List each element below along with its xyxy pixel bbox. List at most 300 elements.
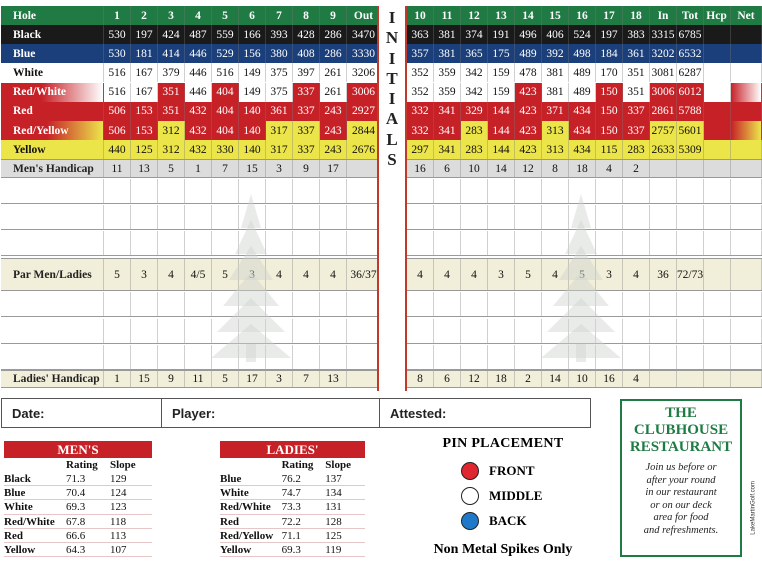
yardage-cell: 150 [596,83,623,102]
score-entry-cell[interactable] [623,292,650,316]
score-entry-cell[interactable] [266,345,293,369]
yardage-cell: 365 [461,44,488,63]
yardage-cell: 375 [266,63,293,82]
yardage-cell: 156 [239,44,266,63]
score-entry-cell[interactable] [131,231,158,255]
score-entry-cell[interactable] [212,179,239,203]
score-entry-cell[interactable] [461,345,488,369]
score-entry-cell[interactable] [596,205,623,229]
hole-number: 9 [320,6,347,25]
clubhouse-blurb-line: Join us before or [645,462,717,473]
score-entry-cell[interactable] [515,179,542,203]
yardage-cell: 423 [515,83,542,102]
score-entry-cell[interactable] [515,345,542,369]
score-entry-cell[interactable] [212,345,239,369]
rating-row [4,515,152,529]
yardage-cell: 2927 [347,102,381,121]
mens-handicap-row-value: 4 [596,160,623,177]
score-entry-cell[interactable] [569,292,596,316]
score-entry-cell[interactable] [488,319,515,343]
score-entry-cell[interactable] [515,319,542,343]
rating-row [4,472,152,486]
mens-handicap-row-value: 12 [515,160,542,177]
clubhouse-blurb-line: or on our deck [650,499,712,511]
hcp-cell[interactable] [703,179,731,203]
yardage-cell: 313 [542,140,569,159]
score-entry-cell[interactable] [488,345,515,369]
par-row-label: Par Men/Ladies [1,259,104,290]
yardage-cell: 3006 [347,83,381,102]
slope-value: 107 [110,543,127,556]
yardage-cell: 361 [623,44,650,63]
tee-name: Black [1,25,104,44]
score-entry-cell[interactable] [542,319,569,343]
hcp-cell[interactable] [703,292,731,316]
score-entry-cell[interactable] [650,292,677,316]
player-name-cell[interactable] [1,205,104,229]
score-entry-cell[interactable] [239,205,266,229]
score-entry-cell[interactable] [434,205,461,229]
score-entry-cell[interactable] [407,319,434,343]
rating-value: 74.7 [281,487,301,500]
score-entry-cell[interactable] [569,231,596,255]
score-entry-cell[interactable] [623,345,650,369]
net-cell[interactable] [731,63,762,82]
score-entry-cell[interactable] [596,319,623,343]
ladies-handicap-row-value [731,371,762,387]
yardage-cell: 283 [461,121,488,140]
ladies-handicap-row-value [347,371,381,387]
score-entry-cell[interactable] [266,205,293,229]
score-entry-cell[interactable] [434,179,461,203]
hcp-cell[interactable] [703,205,731,229]
par-row-value: 4 [434,259,461,290]
score-entry-cell[interactable] [185,319,212,343]
player-name-cell[interactable] [1,179,104,203]
yardage-cell: 243 [320,121,347,140]
score-entry-cell[interactable] [131,345,158,369]
net-cell[interactable] [731,345,762,369]
score-entry-cell[interactable] [293,231,320,255]
yardage-cell: 170 [596,63,623,82]
score-entry-cell[interactable] [266,231,293,255]
score-entry-cell[interactable] [104,179,131,203]
par-row-value: 3 [239,259,266,290]
yardage-cell: 524 [569,25,596,44]
initials-letter: L [386,129,398,149]
yardage-cell: 351 [623,63,650,82]
score-entry-cell[interactable] [320,292,347,316]
hole-number: 3 [158,6,185,25]
slope-value: 119 [325,543,342,556]
pin-middle [461,487,542,505]
hcp-cell[interactable] [703,345,731,369]
hcp-cell[interactable] [703,83,731,102]
score-entry-cell[interactable] [158,292,185,316]
mens-handicap-row-value [677,160,704,177]
ladies-handicap-row-value: 7 [293,371,320,387]
score-entry-cell[interactable] [212,319,239,343]
tee-name: Red/White [1,83,104,102]
score-entry-cell[interactable] [596,231,623,255]
yardage-cell: 393 [266,25,293,44]
hole-number: 1 [104,6,131,25]
mens-handicap-row-value: 17 [320,160,347,177]
ladies-handicap-row-value: 16 [596,371,623,387]
score-entry-cell[interactable] [158,205,185,229]
score-entry-cell[interactable] [515,231,542,255]
rating-value: 72.2 [281,515,301,528]
ladies-handicap-row-value: 15 [131,371,158,387]
slope-value: 118 [110,515,127,528]
score-entry-cell[interactable] [542,292,569,316]
score-entry-cell[interactable] [131,179,158,203]
yardage-cell: 446 [185,83,212,102]
yardage-cell: 166 [239,25,266,44]
hole-number: 10 [407,6,434,25]
rating-value: 71.1 [281,529,301,542]
pin-dot-icon [461,462,479,480]
slope-value: 123 [110,501,127,514]
player-name-cell[interactable] [1,231,104,255]
mens-handicap-row-value: 18 [569,160,596,177]
net-cell[interactable] [731,102,762,121]
yardage-cell: 332 [407,121,434,140]
score-entry-cell[interactable] [266,179,293,203]
yardage-cell: 434 [569,121,596,140]
yardage-cell: 446 [185,44,212,63]
score-entry-cell[interactable] [677,345,704,369]
attested-label: Attested: [390,405,447,421]
score-entry-cell[interactable] [515,292,542,316]
score-entry-cell[interactable] [239,319,266,343]
yardage-cell: 489 [515,44,542,63]
rating-value: 70.4 [66,487,86,500]
slope-header: Slope [325,459,351,471]
mens-handicap-row-value: 10 [461,160,488,177]
ladies-handicap-row-value: 1 [104,371,131,387]
score-entry-cell[interactable] [542,345,569,369]
net-cell[interactable] [731,25,762,44]
score-entry-cell[interactable] [650,205,677,229]
hcp-cell[interactable] [703,25,731,44]
score-entry-cell[interactable] [542,231,569,255]
score-entry-cell[interactable] [185,345,212,369]
mens-handicap-row-value: 3 [266,160,293,177]
yardage-cell: 423 [515,140,542,159]
yardage-cell: 337 [293,83,320,102]
ladies-handicap-row-label: Ladies' Handicap [1,371,104,387]
score-entry-cell[interactable] [239,179,266,203]
player-name-cell[interactable] [1,319,104,343]
score-entry-cell[interactable] [347,292,381,316]
yardage-cell: 489 [569,83,596,102]
ladies-handicap-row-value: 14 [542,371,569,387]
hcp-cell[interactable] [703,63,731,82]
yardage-cell: 286 [320,25,347,44]
yardage-cell: 191 [488,25,515,44]
score-entry-cell[interactable] [185,292,212,316]
par-row-value: 5 [569,259,596,290]
score-entry-cell[interactable] [623,179,650,203]
yardage-cell: 375 [266,83,293,102]
score-entry-cell[interactable] [293,345,320,369]
score-entry-cell[interactable] [677,179,704,203]
score-entry-cell[interactable] [239,231,266,255]
hole-number: 15 [542,6,569,25]
rating-tee: Blue [4,487,26,500]
score-entry-cell[interactable] [347,345,381,369]
score-entry-cell[interactable] [407,179,434,203]
score-entry-cell[interactable] [407,231,434,255]
score-entry-cell[interactable] [569,345,596,369]
yardage-cell: 175 [488,44,515,63]
clubhouse-name-line: THE [665,405,697,421]
clubhouse-name-line: CLUBHOUSE [633,422,729,438]
yardage-cell: 496 [515,25,542,44]
yardage-cell: 392 [542,44,569,63]
score-entry-cell[interactable] [158,345,185,369]
player-name-cell[interactable] [1,292,104,316]
score-entry-cell[interactable] [347,231,381,255]
yardage-cell: 197 [131,25,158,44]
score-entry-cell[interactable] [212,231,239,255]
yardage-cell: 140 [239,121,266,140]
score-entry-cell[interactable] [266,319,293,343]
score-entry-cell[interactable] [131,319,158,343]
par-row-value: 4 [407,259,434,290]
hole-number: Out [347,6,381,25]
score-entry-cell[interactable] [131,205,158,229]
par-row-value: 4 [320,259,347,290]
score-entry-cell[interactable] [293,205,320,229]
score-entry-cell[interactable] [185,231,212,255]
yardage-cell: 337 [293,140,320,159]
score-entry-cell[interactable] [650,179,677,203]
score-entry-cell[interactable] [461,292,488,316]
score-entry-cell[interactable] [185,205,212,229]
score-entry-cell[interactable] [542,179,569,203]
score-entry-cell[interactable] [320,319,347,343]
score-entry-cell[interactable] [461,179,488,203]
date-label: Date: [12,405,45,421]
website-text: LakeMartinGolf.com [751,481,757,535]
score-entry-cell[interactable] [320,345,347,369]
score-entry-cell[interactable] [266,292,293,316]
net-cell[interactable] [731,319,762,343]
score-entry-cell[interactable] [158,179,185,203]
yardage-cell: 5788 [677,102,704,121]
slope-value: 137 [325,473,342,485]
yardage-cell: 432 [185,102,212,121]
score-entry-cell[interactable] [488,205,515,229]
hole-header-label: Hole [1,6,104,25]
score-entry-cell[interactable] [320,231,347,255]
rating-table-title: LADIES' [220,441,365,458]
score-entry-cell[interactable] [488,231,515,255]
yardage-cell: 140 [239,102,266,121]
mens-handicap-row-value: 11 [104,160,131,177]
score-entry-cell[interactable] [239,345,266,369]
hcp-cell[interactable] [703,121,731,140]
player-name-cell[interactable] [1,345,104,369]
score-entry-cell[interactable] [623,319,650,343]
score-entry-cell[interactable] [461,205,488,229]
yardage-cell: 381 [542,83,569,102]
score-entry-cell[interactable] [104,292,131,316]
yardage-cell: 371 [542,102,569,121]
net-cell[interactable] [731,179,762,203]
ladies-handicap-row-value: 8 [407,371,434,387]
yardage-cell: 317 [266,121,293,140]
mens-rating-table [4,441,152,557]
player-label: Player: [172,405,216,421]
score-entry-cell[interactable] [461,319,488,343]
score-entry-cell[interactable] [104,345,131,369]
rating-value: 76.2 [281,473,301,485]
score-entry-cell[interactable] [407,345,434,369]
rating-tee: Yellow [220,543,252,556]
yardage-cell: 3315 [650,25,677,44]
score-entry-cell[interactable] [158,319,185,343]
score-entry-cell[interactable] [347,319,381,343]
score-entry-cell[interactable] [515,205,542,229]
score-entry-cell[interactable] [542,205,569,229]
score-entry-cell[interactable] [650,319,677,343]
score-entry-cell[interactable] [212,205,239,229]
score-entry-cell[interactable] [650,231,677,255]
tee-name: Red [1,102,104,121]
hcp-cell[interactable] [703,231,731,255]
net-cell[interactable] [731,44,762,63]
ladies-handicap-row-value: 18 [488,371,515,387]
score-entry-cell[interactable] [677,205,704,229]
yardage-cell: 337 [623,102,650,121]
player-field[interactable] [162,399,380,427]
initials-letter: N [385,28,399,48]
hcp-cell[interactable] [703,44,731,63]
ladies-handicap-row-value: 10 [569,371,596,387]
score-entry-cell[interactable] [158,231,185,255]
score-entry-cell[interactable] [596,292,623,316]
rating-value: 69.3 [281,543,301,556]
attested-field[interactable] [380,399,590,427]
score-entry-cell[interactable] [185,179,212,203]
yardage-cell: 6287 [677,63,704,82]
score-entry-cell[interactable] [320,205,347,229]
score-entry-cell[interactable] [434,345,461,369]
yardage-cell: 341 [434,102,461,121]
clubhouse-blurb-line: and refreshments. [643,524,719,536]
score-entry-cell[interactable] [104,231,131,255]
par-row-value [703,259,731,290]
score-entry-cell[interactable] [239,292,266,316]
mens-handicap-row-value: 7 [212,160,239,177]
par-row-value: 5 [104,259,131,290]
net-cell[interactable] [731,121,762,140]
mens-handicap-row-value: 13 [131,160,158,177]
score-entry-cell[interactable] [347,205,381,229]
hole-number: 4 [185,6,212,25]
yardage-cell: 434 [569,140,596,159]
score-entry-cell[interactable] [677,319,704,343]
score-entry-cell[interactable] [596,179,623,203]
score-entry-cell[interactable] [131,292,158,316]
yardage-cell: 337 [623,121,650,140]
yardage-cell: 3206 [347,63,381,82]
yardage-cell: 197 [596,25,623,44]
yardage-cell: 341 [434,140,461,159]
score-entry-cell[interactable] [407,205,434,229]
score-entry-cell[interactable] [434,231,461,255]
score-entry-cell[interactable] [569,205,596,229]
score-entry-cell[interactable] [293,292,320,316]
yardage-cell: 3006 [650,83,677,102]
hole-number: 16 [569,6,596,25]
score-entry-cell[interactable] [293,179,320,203]
initials-letter: I [388,48,396,68]
score-entry-cell[interactable] [569,319,596,343]
clubhouse-blurb-line: after your round [646,474,716,486]
score-entry-cell[interactable] [677,292,704,316]
yardage-cell: 337 [293,102,320,121]
score-entry-cell[interactable] [488,292,515,316]
yardage-cell: 342 [461,83,488,102]
rating-tee: Red [4,529,23,542]
score-entry-cell[interactable] [488,179,515,203]
hcp-cell[interactable] [703,102,731,121]
score-entry-cell[interactable] [623,231,650,255]
score-entry-cell[interactable] [650,345,677,369]
net-cell[interactable] [731,205,762,229]
score-entry-cell[interactable] [320,179,347,203]
score-entry-cell[interactable] [569,179,596,203]
hcp-cell[interactable] [703,140,731,159]
pin-dot-icon [461,487,479,505]
hcp-cell[interactable] [703,319,731,343]
score-entry-cell[interactable] [434,319,461,343]
mens-handicap-row-value: 5 [158,160,185,177]
rating-value: 73.3 [281,501,301,514]
net-cell[interactable] [731,292,762,316]
net-cell[interactable] [731,140,762,159]
yardage-cell: 351 [623,83,650,102]
score-entry-cell[interactable] [677,231,704,255]
tee-name: White [1,63,104,82]
score-entry-cell[interactable] [104,319,131,343]
date-field[interactable] [2,399,162,427]
score-entry-cell[interactable] [623,205,650,229]
score-entry-cell[interactable] [407,292,434,316]
score-entry-cell[interactable] [596,345,623,369]
net-cell[interactable] [731,83,762,102]
yardage-cell: 283 [623,140,650,159]
score-entry-cell[interactable] [212,292,239,316]
net-cell[interactable] [731,231,762,255]
rating-row [220,472,365,486]
score-entry-cell[interactable] [104,205,131,229]
score-entry-cell[interactable] [347,179,381,203]
score-entry-cell[interactable] [293,319,320,343]
yardage-cell: 2676 [347,140,381,159]
par-row-value: 3 [131,259,158,290]
hole-number: 14 [515,6,542,25]
par-row-value: 3 [488,259,515,290]
yardage-cell: 2757 [650,121,677,140]
score-entry-cell[interactable] [461,231,488,255]
score-entry-cell[interactable] [434,292,461,316]
yardage-cell: 363 [407,25,434,44]
